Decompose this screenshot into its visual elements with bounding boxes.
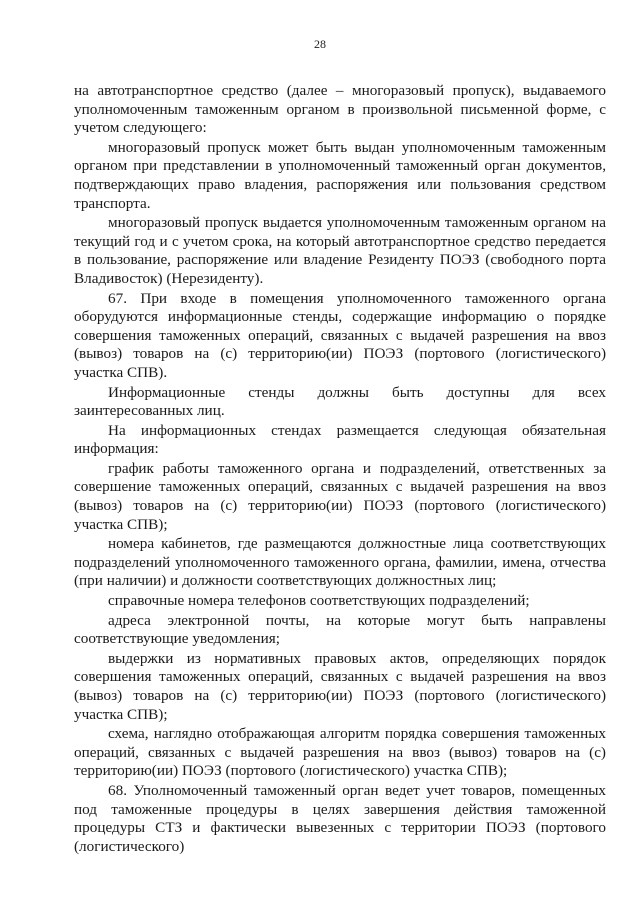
paragraph-4: 67. При входе в помещения уполномоченного таможенного органа оборудуются информационные стенды, содержащие информацию о порядке совершения таможенных операций, связанных с выдачей разрешения на ввоз (вывоз) товаров на (с) территорию(ии) ПОЭЗ (портового (логистического) участка СПВ). [74,289,606,381]
document-body [74,82,606,857]
paragraph-8: номера кабинетов, где размещаются должностные лица соответствующих подразделений уполномоченного таможенного органа, фамилии, имена, отчества (при наличии) и должности соответствующих должностных лиц; [74,535,606,590]
paragraph-6: На информационных стендах размещается следующая обязательная информация: [74,421,606,458]
paragraph-5: Информационные стенды должны быть доступны для всех заинтересованных лиц. [74,383,606,420]
paragraph-12: схема, наглядно отображающая алгоритм порядка совершения таможенных операций, связанных с выдачей разрешения на ввоз (вывоз) товаров на (с) территорию(ии) ПОЭЗ (портового (логистического) участка СПВ); [74,725,606,780]
paragraph-13: 68. Уполномоченный таможенный орган ведет учет товаров, помещенных под таможенные процедуры в целях завершения действия таможенной процедуры СТЗ и фактически вывезенных с территории ПОЭЗ (портового (логистического) [74,781,606,855]
paragraph-9: справочные номера телефонов соответствующих подразделений; [108,592,530,610]
paragraph-10: адреса электронной почты, на которые могут быть направлены соответствующие уведомления; [74,611,606,648]
page-number: 28 [314,37,326,51]
paragraph-3: многоразовый пропуск выдается уполномоченным таможенным органом на текущий год и с учетом срока, на который автотранспортное средство передается в пользование, распоряжение или владение Резиденту ПОЭЗ (свободного порта Владивосток) (Нерезиденту). [74,214,606,287]
paragraph-11: выдержки из нормативных правовых актов, определяющих порядок совершения таможенных операций, связанных с выдачей разрешения на ввоз (вывоз) товаров на (с) территорию(ии) ПОЭЗ (портового (логистического) участка СПВ); [74,649,606,723]
paragraph-7: график работы таможенного органа и подразделений, ответственных за совершение таможенных операций, связанных с выдачей разрешения на ввоз (вывоз) товаров на (с) территорию(ии) ПОЭЗ (портового (логистического) участка СПВ); [74,459,606,533]
paragraph-1: на автотранспортное средство (далее – многоразовый пропуск), выдаваемого уполномоченным таможенным органом в произвольной письменной форме, с учетом следующего: [74,82,606,137]
paragraph-2: многоразовый пропуск может быть выдан уполномоченным таможенным органом при представлении в уполномоченный таможенный орган документов, подтверждающих право владения, распоряжения или пользования средством транспорта. [74,138,606,212]
